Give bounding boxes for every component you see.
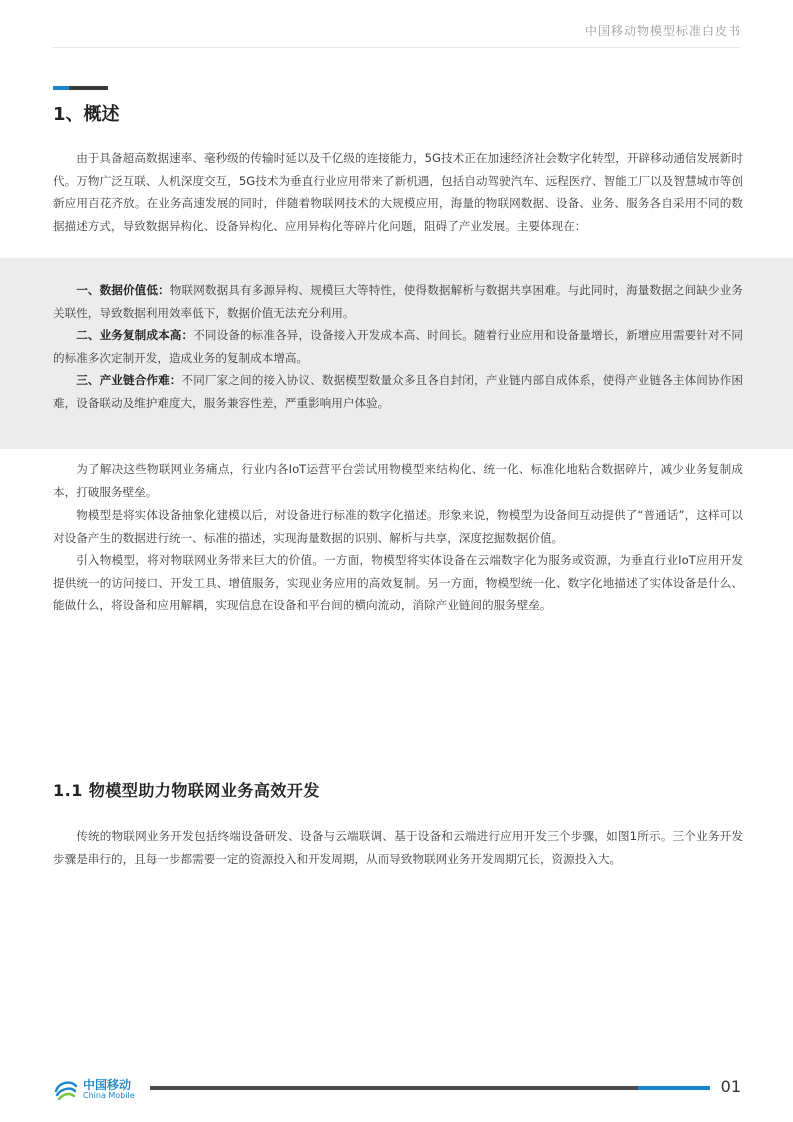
logo-text-cn: 中国移动 <box>83 1078 132 1092</box>
body-paragraph: 为了解决这些物联网业务痛点，行业内各IoT运营平台尝试用物模型来结构化、统一化、标准化地粘合数据碎片，减少业务复制成本，打破服务壁垒。 <box>53 462 743 499</box>
intro-paragraph: 由于具备超高数据速率、毫秒级的传输时延以及千亿级的连接能力，5G技术正在加速经济社会数字化转型，开辟移动通信发展新时代。万物广泛互联、人机深度交互，5G技术为垂直行业应用带来了新机遇，包括自动驾驶汽车、远程医疗、智能工厂以及智慧城市等创新应用百花齐放。在业务高速发展的同时，伴随着物联网技术的大规模应用，海量的物联网数据、设备、业务、服务各自采用不同的数据描述方式，导致数据异构化、设备异构化、应用异构化等碎片化问题，阻碍了产业发展。主要体现在： <box>53 151 743 233</box>
logo-text-en: China Mobile <box>83 1091 135 1100</box>
issues-box <box>0 258 793 449</box>
issue-item <box>53 324 743 369</box>
china-mobile-logo <box>53 1074 143 1104</box>
issue-lead: 一、数据价值低： <box>76 283 170 297</box>
china-mobile-logo-icon <box>53 1076 79 1102</box>
footer-rule <box>150 1086 638 1090</box>
page-number: 01 <box>720 1077 741 1096</box>
section-accent-bar <box>53 86 108 90</box>
section-heading-overview: 1、概述 <box>53 104 120 125</box>
subsection-paragraph: 传统的物联网业务开发包括终端设备研发、设备与云端联调、基于设备和云端进行应用开发三个步骤，如图1所示。三个业务开发步骤是串行的，且每一步都需要一定的资源投入和开发周期，从而导致物联网业务开发周期冗长，资源投入大。 <box>53 829 743 866</box>
running-header: 中国移动物模型标准白皮书 <box>584 24 741 38</box>
issue-text: 不同设备的标准各异，设备接入开发成本高、时间长。随着行业应用和设备量增长，新增应用需要针对不同的标准多次定制开发，造成业务的复制成本增高。 <box>53 328 743 365</box>
issue-item <box>53 279 743 324</box>
issue-lead: 二、业务复制成本高： <box>76 328 194 342</box>
issue-text: 不同厂家之间的接入协议、数据模型数量众多且各自封闭，产业链内部自成体系，使得产业链各主体间协作困难，设备联动及维护难度大，服务兼容性差，严重影响用户体验。 <box>53 373 743 410</box>
issue-item <box>53 369 743 414</box>
body-paragraph: 物模型是将实体设备抽象化建模以后，对设备进行标准的数字化描述。形象来说，物模型为设备间互动提供了“普通话”，这样可以对设备产生的数据进行统一、标准的描述，实现海量数据的识别、解析与共享，深度挖掘数据价值。 <box>53 508 743 545</box>
subsection-heading: 1.1 物模型助力物联网业务高效开发 <box>53 781 320 800</box>
footer-rule-accent <box>638 1086 710 1090</box>
issue-text: 物联网数据具有多源异构、规模巨大等特性，使得数据解析与数据共享困难。与此同时，海量数据之间缺少业务关联性，导致数据利用效率低下，数据价值无法充分利用。 <box>53 283 743 320</box>
issue-lead: 三、产业链合作难： <box>76 373 182 387</box>
header-divider <box>53 47 740 48</box>
body-paragraph: 引入物模型，将对物联网业务带来巨大的价值。一方面，物模型将实体设备在云端数字化为服务或资源，为垂直行业IoT应用开发提供统一的访问接口、开发工具、增值服务，实现业务应用的高效复制。另一方面，物模型统一化、数字化地描述了实体设备是什么、能做什么，将设备和应用解耦，实现信息在设备和平台间的横向流动，消除产业链间的服务壁垒。 <box>53 553 743 613</box>
